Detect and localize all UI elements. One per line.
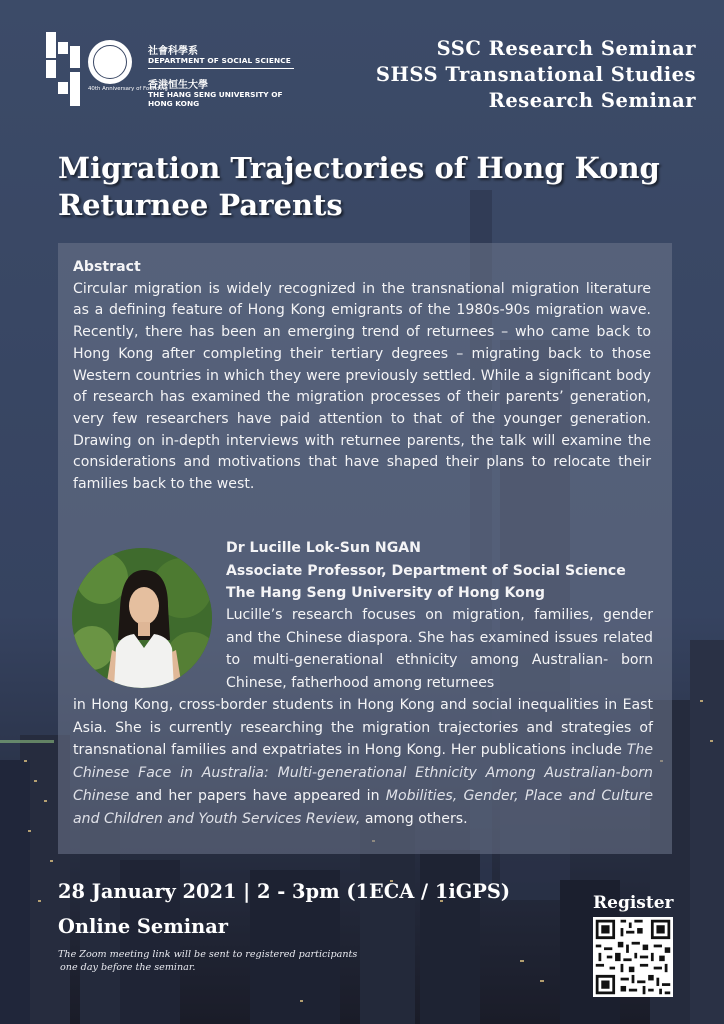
speaker-photo (72, 548, 212, 688)
event-mode: Online Seminar (58, 915, 229, 938)
journal-titles: Mobilities, Gender, Place and Culture and Children and Youth Services Review, (73, 787, 653, 827)
speaker-bio-continued (73, 694, 653, 830)
abstract-text: Circular migration is widely recognized in the transnational migration literature as a defining feature of Hong Kong emigrants of the 1980s-90s migration wave. Recently, there has been an emerging trend of returnees – who came back to Hong Kong after completing their tertiary degrees – migrating back to those Western countries in which they were previously settled. While a significant body of research has examined the migration processes of their parents’ generation, very few researchers have paid attention to that of the younger generation. Drawing on in-depth interviews with returnee parents, the talk will examine the considerations and motivations that have shaped their plans to relocate their families back to the west. (73, 280, 651, 493)
seminar-series-line: SHSS Transnational Studies (375, 63, 696, 86)
zoom-note-line: The Zoom meeting link will be sent to registered participants (58, 949, 358, 960)
university-name-chinese: 香港恒生大學 (148, 80, 208, 91)
bio-text: among others. (364, 810, 468, 827)
anniversary-label: 40th Anniversary of Founding (88, 86, 168, 92)
event-date-time: 28 January 2021 | 2 - 3pm (1ECA / 1iGPS) (58, 880, 511, 903)
department-name-chinese: 社會科學系 (148, 46, 198, 57)
speaker-name: Dr Lucille Lok-Sun NGAN (226, 540, 421, 556)
university-seal-icon (88, 40, 132, 84)
register-qr-code-icon[interactable] (593, 917, 673, 997)
speaker-info (226, 537, 654, 605)
seminar-series-titles (376, 36, 696, 114)
university-logo (44, 32, 294, 112)
bio-text: and her papers have appeared in (135, 787, 380, 804)
divider (148, 68, 294, 69)
abstract-heading: Abstract (73, 259, 141, 275)
bio-text: in Hong Kong, cross-border students in Hong Kong and social inequalities in East Asia. She is currently researching the migration trajectories and strategies of transnational families and expatriates in Hong Kong. Her publications include (73, 697, 653, 759)
department-name: DEPARTMENT OF SOCIAL SCIENCE (148, 56, 291, 65)
university-name: THE HANG SENG UNIVERSITY OF HONG KONG (148, 90, 283, 108)
speaker-position: Associate Professor, Department of Social Science (226, 562, 626, 579)
talk-title: Migration Trajectories of Hong Kong Returnee Parents (58, 151, 660, 222)
seminar-series-line: SSC Research Seminar (436, 37, 696, 60)
seminar-series-line: Research Seminar (488, 89, 696, 112)
speaker-portrait-image (72, 548, 212, 688)
zoom-note (58, 948, 357, 974)
zoom-note-line: one day before the seminar. (60, 962, 196, 973)
speaker-bio-intro: Lucille’s research focuses on migration, families, gender and the Chinese diaspora. She has examined issues related to multi-generational ethnicity among Australian- born Chinese, fatherhood among returnees (226, 607, 653, 691)
register-label: Register (593, 893, 674, 913)
hsuhk-logo-mark (44, 32, 84, 108)
abstract-section (73, 257, 651, 496)
speaker-institution: The Hang Seng University of Hong Kong (226, 585, 545, 602)
book-title: The Chinese Face in Australia: Multi-generational Ethnicity Among Australian-born Chinese (73, 742, 653, 804)
